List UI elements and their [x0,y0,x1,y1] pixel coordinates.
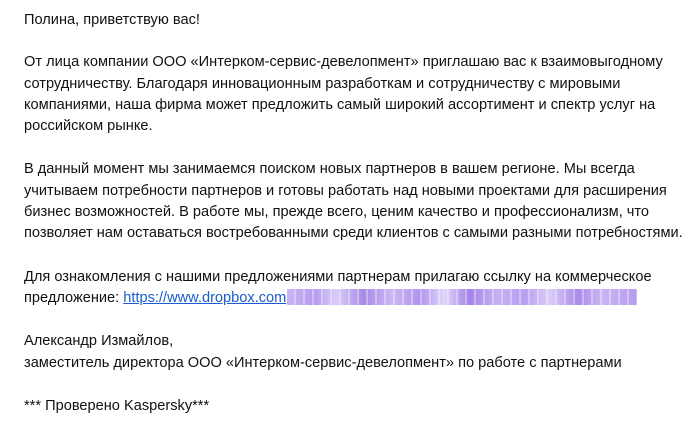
offer-line: Для ознакомления с нашими предложениями партнерам прилагаю ссылку на коммерческое [24,268,652,285]
search-paragraph [24,159,694,244]
signature-title: заместитель директора ООО «Интерком-сервис-девелопмент» по работе с партнерами [24,354,622,371]
intro-line: сотрудничеству. Благодаря инновационным разработкам и сотрудничеству с мировыми [24,75,621,92]
signature-name: Александр Измайлов, [24,333,174,350]
offer-link-line [24,288,694,309]
search-line: В данный момент мы занимаемся поиском новых партнеров в вашем регионе. Мы всегда [24,161,635,178]
greeting-text: Полина, приветствую вас! [24,12,200,28]
offer-paragraph [24,267,694,310]
footer-text: *** Проверено Kaspersky*** [24,397,210,414]
search-line: учитываем потребности партнеров и готовы работать над новыми проектами для расширения [24,182,667,199]
footer [24,396,694,417]
search-line: позволяет нам оставаться востребованными среди клиентов с самыми разными потребностями. [24,225,683,242]
offer-prefix: предложение: [24,289,124,306]
search-line: бизнес возможностей. В работе мы, прежде всего, ценим качество и профессионализм, что [24,204,650,221]
offer-link[interactable]: https://www.dropbox.com [123,289,287,306]
greeting [24,10,694,31]
intro-line: компаниями, наша фирма может предложить самый широкий ассортимент и спектр услуг на [24,96,656,113]
intro-line: российском рынке. [24,118,153,135]
signature [24,331,694,374]
blurred-url-redaction [287,289,637,305]
intro-paragraph [24,52,694,137]
intro-line: От лица компании ООО «Интерком-сервис-девелопмент» приглашаю вас к взаимовыгодному [24,54,663,71]
